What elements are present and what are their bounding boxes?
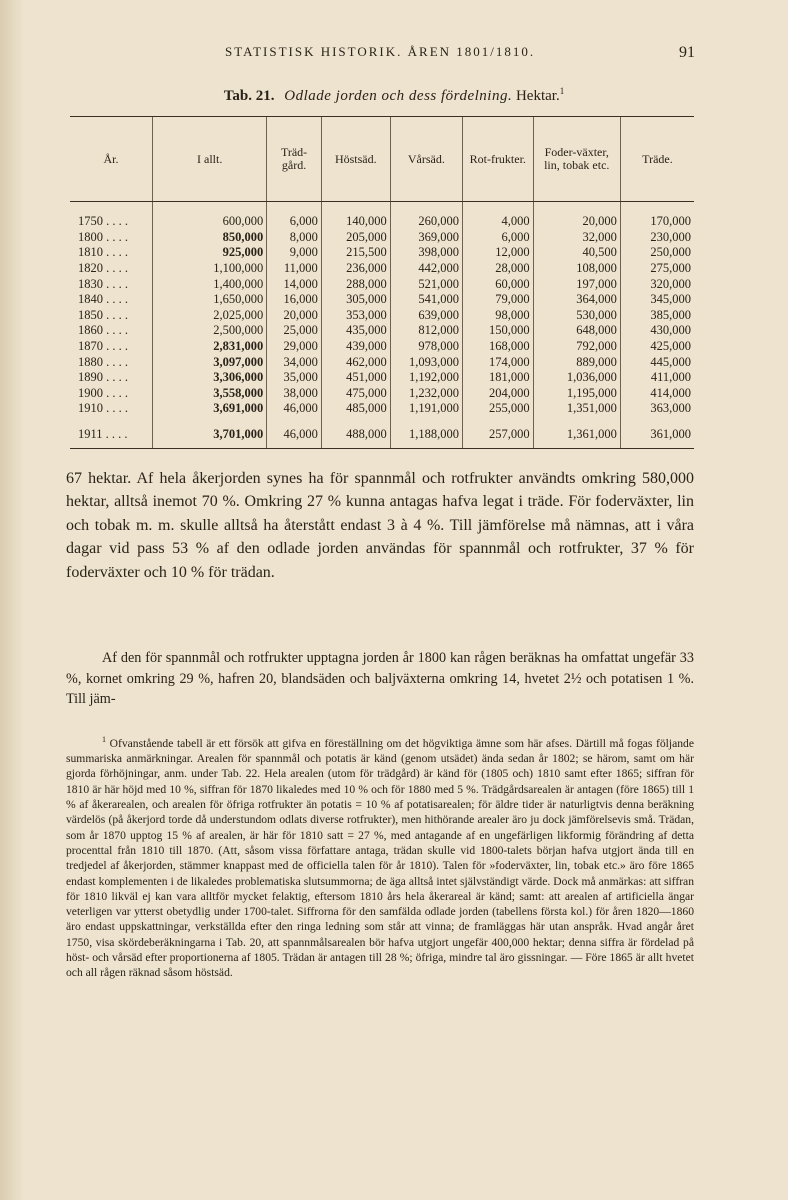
value-cell: 29,000 — [267, 339, 322, 355]
table-row — [70, 354, 694, 370]
total-cell: 925,000 — [153, 245, 267, 261]
value-cell: 35,000 — [267, 370, 322, 386]
table-row — [70, 292, 694, 308]
value-cell: 792,000 — [533, 339, 620, 355]
column-header: Rot-frukter. — [462, 117, 533, 202]
table-row — [70, 276, 694, 292]
table-row — [70, 261, 694, 277]
value-cell: 414,000 — [620, 386, 694, 402]
value-cell: 411,000 — [620, 370, 694, 386]
body-paragraph: Af den för spannmål och rotfrukter upptagna jorden år 1800 kan rågen beräknas ha omfattat ungefär 33 %, kornet omkring 29 %, hafren 20, blandsäden och baljväxterna omkring 14, hvetet 2½ och potatisen 1 %. Till jäm- — [66, 650, 694, 708]
table-caption — [0, 86, 788, 105]
table-title: Odlade jorden och dess fördelning. — [284, 88, 513, 104]
total-cell: 2,025,000 — [153, 308, 267, 324]
value-cell: 1,036,000 — [533, 370, 620, 386]
value-cell: 79,000 — [462, 292, 533, 308]
value-cell: 12,000 — [462, 245, 533, 261]
value-cell: 485,000 — [321, 401, 390, 417]
footnote-text: Ofvanstående tabell är ett försök att gifva en föreställning om det högviktiga ämne som här afses. Därtill må fogas följande summariska anmärkningar. Arealen för spannmål och potatis är känd (genom utsädet) ända sedan år 1802; se härom, samt om här gjorda förhöjningar, anm. under Tab. 22. Hela arealen (utom för trädgård) är känd för (1805 och) 1810 samt efter 1865; siffran för 1810 är här höjd med 10 %, siffran för 1870 likaledes med 10 % och för 1880 med 5 %. Trädgårdsarealen är antagen (före 1865) till 1 % af åkerarealen, och arealen för öfriga rotfrukter än potatis = 10 % af potatisarealen; för äldre tider är naturligtvis denna beräkning värdelös (på åkerjord torde då understundom odlats diverse rotfrukter), men hithörande arealer äro ju dock jämförelsevis små. Trädan, som år 1870 upptog 15 % af arealen, är här för 1810 satt = 27 %, med antagande af en ungefärligen likformig förändring af detta procenttal från 1810 till 1870. (Att, såsom vissa författare antaga, trädan skulle vid 1800-talets början hafva utgjort ända till en tredjedel af åkerjorden, stämmer knappast med de officiella talen för år 1810). Talen för »foderväxter, lin, tobak etc.» äro före 1865 endast komplementen i de likaledes problematiska slutsummorna; de äga alltså intet självständigt värde. Dock må anmärkas: att siffran för 1810 likväl ej kan vara alltför mycket felaktig, eftersom 1810 års hela åkerareal är känd; samt: att arealen af artificiella ängar veterligen var ytterst obetydlig under 1700-talet. Siffrorna för den samfälda odlade jorden (tabellens första kol.) för åren 1820—1860 äro endast uppskattningar, verkställda efter den ringa ledning som står att vinna; de framläggas här utan anspråk. Hvad angår året 1750, visa skördeberäkningarna i Tab. 20, att spannmålsarealen bör hafva utgjort ungefär 400,000 hektar; denna siffra är fördelad på höst- och vårsäd efter proportionerna af 1805. Trädan är antagen till 28 %; öfriga, mindre tal äro gissningar. — Före 1865 är allt hvetet och all rågen räknad såsom höstsäd. — [66, 736, 694, 980]
value-cell: 140,000 — [321, 202, 390, 230]
value-cell: 28,000 — [462, 261, 533, 277]
value-cell: 168,000 — [462, 339, 533, 355]
year-cell: 1900 . . . . — [78, 385, 128, 400]
table-row — [70, 202, 694, 230]
value-cell: 288,000 — [321, 276, 390, 292]
value-cell: 475,000 — [321, 386, 390, 402]
value-cell: 260,000 — [390, 202, 462, 230]
value-cell: 648,000 — [533, 323, 620, 339]
value-cell: 305,000 — [321, 292, 390, 308]
year-cell: 1750 . . . . — [78, 214, 128, 229]
value-cell: 4,000 — [462, 202, 533, 230]
value-cell: 1,188,000 — [390, 417, 462, 449]
value-cell: 345,000 — [620, 292, 694, 308]
column-header: I allt. — [153, 117, 267, 202]
total-cell: 3,097,000 — [153, 354, 267, 370]
total-cell: 850,000 — [153, 230, 267, 246]
year-cell: 1910 . . . . — [78, 401, 128, 416]
table-row — [70, 370, 694, 386]
column-header: År. — [70, 117, 153, 202]
table-body — [70, 202, 694, 449]
total-cell: 3,691,000 — [153, 401, 267, 417]
total-cell: 2,500,000 — [153, 323, 267, 339]
table-row — [70, 245, 694, 261]
value-cell: 1,195,000 — [533, 386, 620, 402]
table-header-row — [70, 117, 694, 202]
table-row — [70, 417, 694, 449]
value-cell: 435,000 — [321, 323, 390, 339]
year-cell: 1880 . . . . — [78, 354, 128, 369]
value-cell: 181,000 — [462, 370, 533, 386]
total-cell: 3,701,000 — [153, 417, 267, 449]
value-cell: 439,000 — [321, 339, 390, 355]
value-cell: 32,000 — [533, 230, 620, 246]
value-cell: 1,361,000 — [533, 417, 620, 449]
value-cell: 425,000 — [620, 339, 694, 355]
value-cell: 363,000 — [620, 401, 694, 417]
year-cell: 1830 . . . . — [78, 276, 128, 291]
value-cell: 108,000 — [533, 261, 620, 277]
value-cell: 521,000 — [390, 276, 462, 292]
value-cell: 320,000 — [620, 276, 694, 292]
total-cell: 1,100,000 — [153, 261, 267, 277]
page-number: 91 — [679, 44, 695, 61]
value-cell: 889,000 — [533, 354, 620, 370]
value-cell: 353,000 — [321, 308, 390, 324]
column-header: Träd-gård. — [267, 117, 322, 202]
value-cell: 1,351,000 — [533, 401, 620, 417]
total-cell: 2,831,000 — [153, 339, 267, 355]
value-cell: 215,500 — [321, 245, 390, 261]
value-cell: 255,000 — [462, 401, 533, 417]
value-cell: 639,000 — [390, 308, 462, 324]
value-cell: 530,000 — [533, 308, 620, 324]
table-row — [70, 339, 694, 355]
value-cell: 6,000 — [267, 202, 322, 230]
value-cell: 98,000 — [462, 308, 533, 324]
table-row — [70, 323, 694, 339]
table-row — [70, 386, 694, 402]
value-cell: 1,192,000 — [390, 370, 462, 386]
value-cell: 364,000 — [533, 292, 620, 308]
value-cell: 442,000 — [390, 261, 462, 277]
footnote — [66, 732, 694, 981]
running-head — [225, 44, 695, 62]
value-cell: 430,000 — [620, 323, 694, 339]
value-cell: 9,000 — [267, 245, 322, 261]
value-cell: 385,000 — [620, 308, 694, 324]
total-cell: 1,400,000 — [153, 276, 267, 292]
year-cell: 1890 . . . . — [78, 370, 128, 385]
value-cell: 1,093,000 — [390, 354, 462, 370]
column-header: Foder-växter, lin, tobak etc. — [533, 117, 620, 202]
value-cell: 150,000 — [462, 323, 533, 339]
value-cell: 8,000 — [267, 230, 322, 246]
year-cell: 1870 . . . . — [78, 339, 128, 354]
year-cell: 1850 . . . . — [78, 307, 128, 322]
value-cell: 20,000 — [267, 308, 322, 324]
table-label: Tab. 21. — [223, 88, 275, 104]
table-row — [70, 230, 694, 246]
body-paragraph: 67 hektar. Af hela åkerjorden synes ha för spannmål och rotfrukter användts omkring 580,000 hektar, alltså inemot 70 %. Omkring 27 % kunna antagas hafva legat i träde. För foderväxter, lin och tobak m. m. skulle alltså ha återstått endast 3 à 4 %. Till jämförelse må nämnas, att i våra dagar vid pass 53 % af den odlade jorden användas för spannmål och rotfrukter, 37 % för foderväxter och 10 % för trädan. — [66, 470, 694, 581]
value-cell: 1,232,000 — [390, 386, 462, 402]
value-cell: 46,000 — [267, 401, 322, 417]
table-unit: Hektar. — [515, 88, 560, 104]
value-cell: 451,000 — [321, 370, 390, 386]
value-cell: 978,000 — [390, 339, 462, 355]
value-cell: 398,000 — [390, 245, 462, 261]
value-cell: 541,000 — [390, 292, 462, 308]
value-cell: 275,000 — [620, 261, 694, 277]
value-cell: 361,000 — [620, 417, 694, 449]
value-cell: 197,000 — [533, 276, 620, 292]
value-cell: 40,500 — [533, 245, 620, 261]
value-cell: 34,000 — [267, 354, 322, 370]
value-cell: 174,000 — [462, 354, 533, 370]
value-cell: 1,191,000 — [390, 401, 462, 417]
total-cell: 3,306,000 — [153, 370, 267, 386]
year-cell: 1810 . . . . — [78, 245, 128, 260]
total-cell: 1,650,000 — [153, 292, 267, 308]
value-cell: 16,000 — [267, 292, 322, 308]
value-cell: 38,000 — [267, 386, 322, 402]
column-header: Vårsäd. — [390, 117, 462, 202]
year-cell: 1800 . . . . — [78, 229, 128, 244]
table-row — [70, 308, 694, 324]
year-cell: 1820 . . . . — [78, 261, 128, 276]
running-head-title: STATISTISK HISTORIK. ÅREN 1801/1810. — [225, 44, 536, 59]
value-cell: 488,000 — [321, 417, 390, 449]
value-cell: 20,000 — [533, 202, 620, 230]
value-cell: 250,000 — [620, 245, 694, 261]
footnote-mark: 1 — [102, 735, 106, 744]
footnote-reference: 1 — [559, 86, 565, 96]
year-cell: 1860 . . . . — [78, 323, 128, 338]
value-cell: 236,000 — [321, 261, 390, 277]
value-cell: 205,000 — [321, 230, 390, 246]
value-cell: 14,000 — [267, 276, 322, 292]
value-cell: 445,000 — [620, 354, 694, 370]
year-cell: 1911 . . . . — [70, 417, 153, 449]
table-row — [70, 401, 694, 417]
value-cell: 204,000 — [462, 386, 533, 402]
value-cell: 11,000 — [267, 261, 322, 277]
value-cell: 170,000 — [620, 202, 694, 230]
value-cell: 230,000 — [620, 230, 694, 246]
value-cell: 462,000 — [321, 354, 390, 370]
value-cell: 6,000 — [462, 230, 533, 246]
value-cell: 369,000 — [390, 230, 462, 246]
column-header: Träde. — [620, 117, 694, 202]
page-edge — [0, 0, 24, 1200]
year-cell: 1840 . . . . — [78, 292, 128, 307]
value-cell: 25,000 — [267, 323, 322, 339]
cultivated-land-table — [70, 116, 694, 449]
value-cell: 812,000 — [390, 323, 462, 339]
total-cell: 600,000 — [153, 202, 267, 230]
total-cell: 3,558,000 — [153, 386, 267, 402]
column-header: Höstsäd. — [321, 117, 390, 202]
value-cell: 60,000 — [462, 276, 533, 292]
value-cell: 46,000 — [267, 417, 322, 449]
value-cell: 257,000 — [462, 417, 533, 449]
